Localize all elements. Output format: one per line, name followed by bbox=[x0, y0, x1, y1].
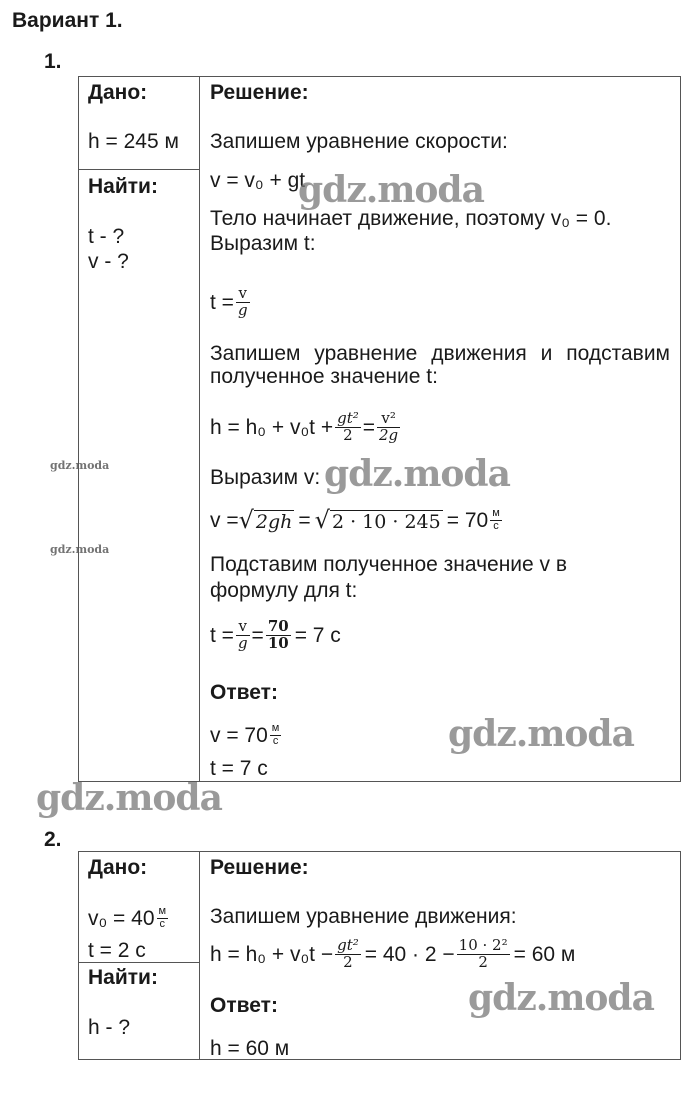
page-title: Вариант 1. bbox=[12, 9, 123, 32]
problem-2-h-formula bbox=[210, 929, 575, 979]
problem-2-number: 2. bbox=[44, 828, 62, 851]
problem-2-answer-label: Ответ: bbox=[210, 994, 278, 1017]
t2-fraction-2-denominator: 10 bbox=[267, 633, 289, 652]
t2-fraction-1-denominator: g bbox=[237, 633, 248, 652]
t-fraction-denominator: g bbox=[237, 300, 248, 319]
h-formula-lhs: h = h₀ + v₀t + bbox=[210, 415, 334, 439]
h-fraction-2 bbox=[377, 408, 400, 444]
p2-formula-mid: = 40 · 2 − bbox=[364, 942, 455, 966]
v-unit-denominator: с bbox=[493, 519, 499, 532]
v-unit-fraction bbox=[490, 508, 502, 532]
watermark-4: gdz.moda bbox=[36, 777, 222, 819]
problem-1-given-value: h = 245 м bbox=[88, 130, 179, 153]
problem-1-speed-equation-text: Запишем уравнение скорости: bbox=[210, 130, 508, 153]
problem-2-solution-label: Решение: bbox=[210, 856, 309, 879]
problem-1-start-text: Тело начинает движение, поэтому v₀ = 0. bbox=[210, 207, 612, 230]
v-formula-lhs: v = bbox=[210, 508, 239, 532]
problem-2-given-label: Дано: bbox=[88, 856, 148, 879]
problem-2-given-divider bbox=[78, 962, 200, 963]
h-fraction-1-numerator: gt² bbox=[337, 408, 359, 427]
v-formula-result: = 70 bbox=[446, 508, 489, 532]
problem-1-given-label: Дано: bbox=[88, 81, 148, 104]
answer-v-text: v = 70 bbox=[210, 723, 268, 747]
sqrt-numeric: √ 2 · 10 · 245 bbox=[314, 506, 441, 534]
watermark-5: gdz.moda bbox=[468, 977, 654, 1019]
p2-fraction-2-denominator: 2 bbox=[478, 952, 488, 971]
problem-2-find-h: h - ? bbox=[88, 1016, 131, 1039]
problem-2-given-v0 bbox=[88, 900, 170, 936]
t2-fraction-2 bbox=[266, 616, 291, 652]
t2-fraction-1-numerator: v bbox=[238, 616, 247, 635]
answer-v-unit-denominator: с bbox=[272, 734, 279, 747]
given-v0-text: v₀ = 40 bbox=[88, 906, 155, 930]
problem-1-substitute-text-2: формулу для t: bbox=[210, 579, 358, 602]
problem-1-given-divider bbox=[78, 169, 200, 170]
problem-1-answer-t: t = 7 с bbox=[210, 757, 268, 780]
v-unit-numerator: м bbox=[492, 506, 500, 519]
problem-1-find-t: t - ? bbox=[88, 225, 125, 248]
problem-1-h-formula bbox=[210, 402, 402, 452]
watermark-3: gdz.moda bbox=[448, 713, 634, 755]
problem-1-find-v: v - ? bbox=[88, 250, 129, 273]
p2-fraction-1-numerator: gt² bbox=[337, 935, 359, 954]
t-formula-lhs: t = bbox=[210, 290, 234, 314]
t2-fraction-2-numerator: 70 bbox=[267, 616, 289, 635]
answer-v-unit-numerator: м bbox=[271, 721, 280, 734]
problem-1-motion-text-1: Запишем уравнение движения и подставим bbox=[210, 342, 670, 365]
problem-1-speed-formula: v = v₀ + gt bbox=[210, 169, 306, 192]
problem-1-answer-v bbox=[210, 717, 283, 753]
problem-2-column-divider bbox=[199, 851, 200, 1060]
p2-fraction-1 bbox=[335, 935, 361, 971]
t-fraction bbox=[236, 283, 250, 319]
watermark-small-2: gdz.moda bbox=[50, 543, 110, 556]
watermark-1: gdz.moda bbox=[298, 169, 484, 211]
problem-1-t-formula bbox=[210, 278, 252, 326]
p2-fraction-2-numerator: 10 · 2² bbox=[458, 935, 508, 954]
given-v0-unit-numerator: м bbox=[158, 904, 167, 917]
answer-v-unit bbox=[270, 723, 282, 747]
problem-1-number: 1. bbox=[44, 50, 62, 73]
p2-fraction-1-denominator: 2 bbox=[343, 952, 353, 971]
problem-2-motion-text: Запишем уравнение движения: bbox=[210, 905, 517, 928]
given-v0-unit bbox=[157, 906, 169, 930]
problem-1-t2-formula bbox=[210, 611, 341, 659]
watermark-2: gdz.moda bbox=[324, 453, 510, 495]
t2-formula-equals: = bbox=[251, 623, 264, 647]
sqrt-2gh: √ 2gh bbox=[238, 506, 293, 534]
problem-1-column-divider bbox=[199, 76, 200, 782]
problem-1-express-v-text: Выразим v: bbox=[210, 466, 321, 489]
problem-2-given-t: t = 2 с bbox=[88, 939, 146, 962]
problem-2-find-label: Найти: bbox=[88, 966, 158, 989]
sqrt-2gh-content: 2gh bbox=[255, 511, 293, 533]
sqrt-numeric-content: 2 · 10 · 245 bbox=[331, 511, 441, 533]
watermark-small-1: gdz.moda bbox=[50, 459, 110, 472]
problem-1-express-t-text: Выразим t: bbox=[210, 232, 316, 255]
problem-1-answer-label: Ответ: bbox=[210, 681, 278, 704]
problem-1-find-label: Найти: bbox=[88, 175, 158, 198]
problem-1-substitute-text-1: Подставим полученное значение v в bbox=[210, 553, 568, 576]
t2-formula-lhs: t = bbox=[210, 623, 234, 647]
given-v0-unit-denominator: с bbox=[159, 917, 166, 930]
p2-fraction-2 bbox=[457, 935, 510, 971]
problem-2-answer-h: h = 60 м bbox=[210, 1037, 290, 1060]
p2-formula-lhs: h = h₀ + v₀t − bbox=[210, 942, 334, 966]
h-fraction-2-denominator: 2g bbox=[379, 425, 399, 444]
h-fraction-2-numerator: v² bbox=[381, 408, 396, 427]
problem-1-solution-label: Решение: bbox=[210, 81, 309, 104]
problem-1-motion-text-2: полученное значение t: bbox=[210, 365, 438, 388]
v-formula-equals: = bbox=[298, 508, 311, 532]
h-formula-equals: = bbox=[362, 415, 376, 439]
problem-1-v-formula bbox=[210, 500, 504, 540]
t2-formula-result: = 7 с bbox=[294, 623, 341, 647]
t2-fraction-1 bbox=[236, 616, 250, 652]
h-fraction-1 bbox=[335, 408, 361, 444]
h-fraction-1-denominator: 2 bbox=[343, 425, 353, 444]
t-fraction-numerator: v bbox=[238, 283, 247, 302]
p2-formula-result: = 60 м bbox=[513, 942, 576, 966]
